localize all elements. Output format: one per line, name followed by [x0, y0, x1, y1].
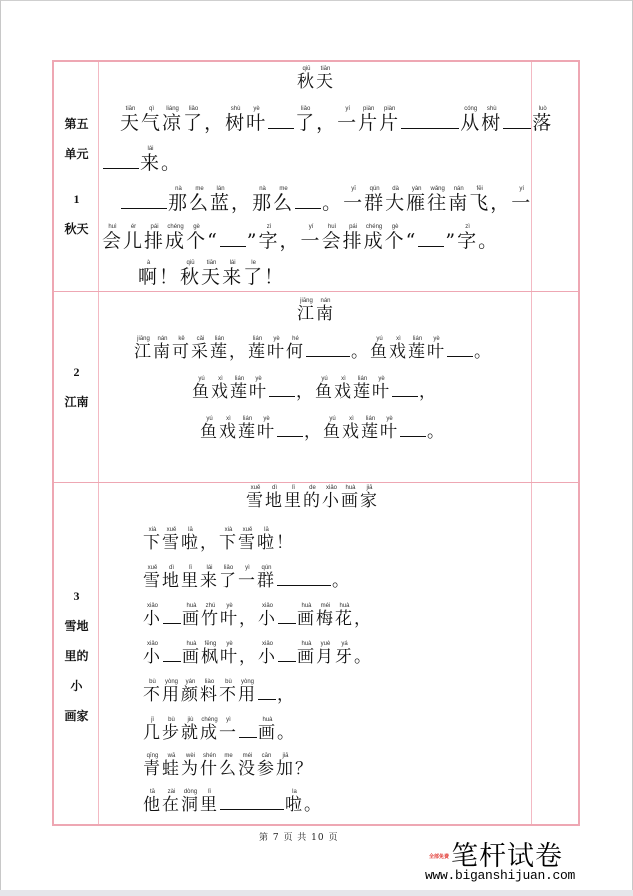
fill-blank[interactable]: [163, 622, 181, 624]
text-line: 鱼yú戏xì莲lián叶yè，鱼yú戏xì莲lián叶yè。: [200, 416, 446, 442]
lesson-name: 江南: [64, 395, 89, 409]
fill-blank[interactable]: [258, 698, 276, 700]
text-line: 几jǐ步bù就jiù成chéng一yì画huà。: [143, 717, 296, 743]
fill-blank[interactable]: [278, 622, 296, 624]
text-line: 天tiān气qì凉liáng了liǎo，树shù叶yè了liǎo，一yí片piàn片piàn从cóng树shù落luò: [120, 106, 554, 134]
text-line: 雪xuě地dì里lǐ来lái了liǎo一yì群qún。: [143, 565, 351, 591]
fill-blank[interactable]: [447, 355, 473, 357]
lesson-title: 江jiāng南nán: [297, 298, 335, 324]
fill-blank[interactable]: [239, 736, 257, 738]
viewer-bottom-strip: [0, 890, 633, 896]
text-line: 小xiǎo画huà枫fēng叶yè，小xiǎo画huà月yuè牙yá。: [143, 641, 373, 667]
fill-blank[interactable]: [295, 207, 321, 209]
lesson-number: 1: [73, 192, 80, 206]
brand-logo: [425, 834, 585, 888]
brand-url: www.biganshijuan.com: [425, 868, 576, 883]
fill-blank[interactable]: [400, 435, 426, 437]
lesson-content-jiangnan: [100, 292, 532, 482]
lesson-content-autumn: [100, 62, 554, 291]
text-line: 那nà么me蓝lán，那nà么me。一yī群qún大dà雁yàn往wǎng南nán飞fēi，一yí: [120, 186, 532, 215]
lesson-name: 秋天: [64, 222, 89, 236]
fill-blank[interactable]: [220, 808, 284, 810]
lesson-title: 秋qiū天tiān: [297, 66, 335, 92]
free-tag: 全部免费: [429, 854, 450, 860]
text-line: 来lái。: [102, 146, 182, 175]
lesson-name: 里的: [64, 648, 89, 663]
row-label-snow-painters: [54, 483, 99, 828]
text-line: 江jiāng南nán可kě采cǎi莲lián，莲lián叶yè何hé。鱼yú戏xì莲lián叶yè。: [134, 336, 493, 362]
fill-blank[interactable]: [269, 395, 295, 397]
lesson-name: 小: [70, 678, 83, 693]
unit-label: 单元: [64, 147, 89, 161]
lesson-table: [52, 60, 580, 826]
lesson-name: 雪地: [64, 618, 89, 633]
fill-blank[interactable]: [103, 167, 139, 169]
text-line: 啊à！秋qiū天tiān来lái了le！: [138, 260, 286, 288]
fill-blank[interactable]: [268, 127, 294, 129]
text-line: 下xià雪xuě啦lā，下xià雪xuě啦lā！: [143, 527, 295, 553]
text-line: 小xiǎo画huà竹zhú叶yè，小xiǎo画huà梅méi花huà，: [143, 603, 373, 629]
fill-blank[interactable]: [220, 245, 246, 247]
page-indicator: 第 7 页 共 10 页: [259, 833, 339, 843]
lesson-number: 3: [73, 588, 80, 603]
row-label-autumn: [54, 62, 99, 291]
text-line: 他tā在zài洞dòng里lǐ啦la。: [143, 789, 323, 815]
lesson-name: 画家: [64, 708, 89, 723]
fill-blank[interactable]: [392, 395, 418, 397]
lesson-number: 2: [73, 365, 80, 379]
text-line: 不bù用yòng颜yán料liào不bù用yòng，: [143, 679, 296, 705]
brand-name: 笔杆试卷: [451, 841, 563, 872]
text-line: 鱼yú戏xì莲lián叶yè，鱼yú戏xì莲lián叶yè，: [192, 376, 438, 402]
lesson-title: 雪xuě地dì里lǐ的de小xiǎo画huà家jiā: [246, 485, 379, 511]
unit-label: 第五: [64, 117, 89, 131]
fill-blank[interactable]: [277, 435, 303, 437]
lesson-content-snow-painters: [100, 483, 532, 828]
fill-blank[interactable]: [163, 660, 181, 662]
fill-blank[interactable]: [278, 660, 296, 662]
text-line: 青qīng蛙wā为wèi什shén么me没méi参cān加jiā？: [143, 753, 314, 779]
row-label-jiangnan: [54, 292, 99, 482]
fill-blank[interactable]: [418, 245, 444, 247]
fill-blank[interactable]: [121, 207, 167, 209]
fill-blank[interactable]: [401, 127, 459, 129]
fill-blank[interactable]: [306, 355, 350, 357]
fill-blank[interactable]: [277, 584, 331, 586]
text-line: 会huì儿ér排pái成chéng个gè“ ”字zì，一yí会huì排pái成chéng个gè“ ”字zì。: [102, 224, 500, 252]
fill-blank[interactable]: [503, 127, 531, 129]
